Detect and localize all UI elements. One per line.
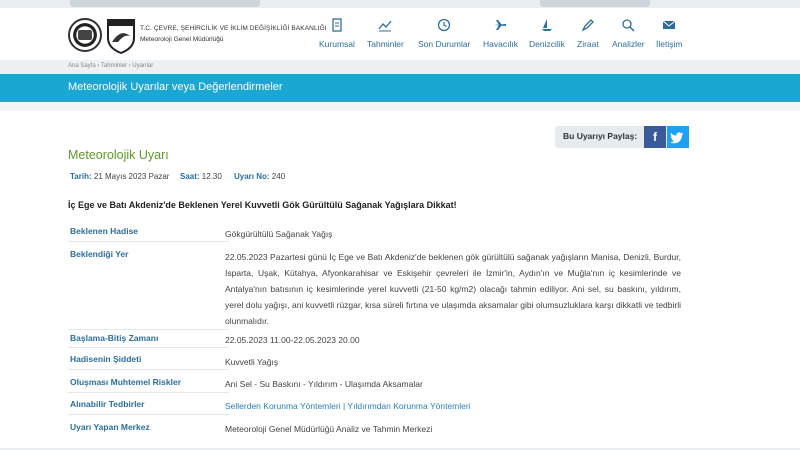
time-label: Saat: (180, 172, 200, 181)
row-separator (68, 414, 229, 415)
nav-label: İletişim (656, 39, 683, 49)
row-separator (68, 369, 229, 370)
link-separator: | (342, 401, 346, 411)
date-value: 21 Mayıs 2023 Pazar (93, 172, 170, 181)
number-meta (234, 172, 285, 181)
document-icon (330, 18, 344, 32)
row-label-merkez: Uyarı Yapan Merkez (70, 422, 150, 432)
row-separator (68, 329, 229, 330)
row-label-beklenen-hadise: Beklenen Hadise (70, 226, 139, 236)
ministry-emblem-icon[interactable] (68, 18, 102, 52)
nav-tahminler[interactable] (367, 18, 404, 49)
top-strip-segment (540, 0, 650, 7)
sailboat-icon (540, 18, 554, 32)
row-value-beklendigi-yer: 22.05.2023 Pazartesi günü İç Ege ve Batı Akdeniz'de beklenen gök gürültülü sağanak yağışların Manisa, Denizli, Burdur, Isparta, Uşak, Kütahya, Afyonkarahisar ve Eskişehir çevreleri ile İzmir'in, Aydın'ın ve Muğla'nın iç kesimlerinde ve Antalya'nın batısının iç kesimlerinde yerel kuvvetli (21-50 kg/m2) olacağı tahmin ediliyor. Ani sel, su baskını, yıldırım, yerel dolu yağışı, ani kuvvetli rüzgar, kısa süreli fırtına ve ulaşımda aksamalar gibi olumsuzluklara karşı dikkatli ve tedbirli olunmalıdır. (225, 252, 681, 326)
nav-label: Kurumsal (319, 39, 355, 49)
nav-label: Havacılık (483, 39, 518, 49)
envelope-icon (662, 18, 676, 32)
time-meta (180, 172, 222, 181)
nav-analizler[interactable] (612, 18, 645, 49)
nav-label: Ziraat (577, 39, 599, 49)
row-label-siddet: Hadisenin Şiddeti (70, 354, 142, 364)
row-value-siddet: Kuvvetli Yağış (225, 357, 279, 367)
top-strip (0, 0, 800, 8)
row-separator (68, 392, 229, 393)
title-bar (0, 74, 800, 102)
row-label-tedbirler: Alınabilir Tedbirler (70, 399, 145, 409)
clock-icon (437, 18, 451, 32)
pencil-leaf-icon (581, 18, 595, 32)
warning-heading: Meteorolojik Uyarı (68, 148, 169, 162)
divider-band (0, 102, 800, 111)
row-value-baslama-bitis: 22.05.2023 11.00-22.05.2023 20.00 (225, 335, 360, 345)
row-label-riskler: Oluşması Muhtemel Riskler (70, 377, 182, 387)
row-separator (68, 347, 229, 348)
trend-chart-icon (378, 18, 392, 32)
time-value: 12.30 (201, 172, 222, 181)
share-box (555, 126, 689, 148)
row-separator (68, 241, 229, 242)
analysis-icon (621, 18, 635, 32)
nav-label: Denizcilik (529, 39, 565, 49)
number-label: Uyarı No: (234, 172, 270, 181)
mgm-logo-icon[interactable] (106, 16, 136, 54)
row-label-beklendigi-yer: Beklendiği Yer (70, 249, 129, 259)
nav-label: Son Durumlar (418, 39, 471, 49)
nav-label: Analizler (612, 39, 645, 49)
nav-son-durumlar[interactable] (418, 18, 470, 49)
facebook-share-button[interactable]: f (644, 126, 666, 148)
warning-headline: İç Ege ve Batı Akdeniz'de Beklenen Yerel Kuvvetli Gök Gürültülü Sağanak Yağışlara Dikkat! (68, 200, 457, 210)
nav-ziraat[interactable] (577, 18, 599, 49)
nav-iletisim[interactable] (656, 18, 682, 49)
share-label: Bu Uyarıyı Paylaş: (563, 131, 638, 141)
row-value-tedbirler (225, 401, 471, 411)
row-value-merkez: Meteoroloji Genel Müdürlüğü Analiz ve Tahmin Merkezi (225, 424, 433, 434)
site-header (0, 8, 800, 60)
breadcrumb-bar (0, 60, 800, 74)
nav-havacilik[interactable] (483, 18, 518, 49)
agency-name: Meteoroloji Genel Müdürlüğü (140, 36, 224, 43)
twitter-icon (667, 126, 689, 148)
page-title: Meteorolojik Uyarılar veya Değerlendirmeler (68, 81, 283, 93)
ministry-name: T.C. ÇEVRE, ŞEHİRCİLİK VE İKLİM DEĞİŞİKLİĞİ BAKANLIĞI (140, 25, 327, 32)
row-value-beklenen-hadise: Gökgürültülü Sağanak Yağış (225, 229, 333, 239)
airplane-icon (493, 18, 507, 32)
number-value: 240 (271, 172, 286, 181)
row-label-baslama-bitis: Başlama-Bitiş Zamanı (70, 333, 159, 343)
date-label: Tarih: (70, 172, 92, 181)
date-meta (70, 172, 169, 181)
breadcrumb[interactable]: Ana Sayfa › Tahminler › Uyarılar (68, 63, 154, 69)
nav-label: Tahminler (367, 39, 404, 49)
lightning-protection-link[interactable]: Yıldırımdan Korunma Yöntemleri (347, 401, 471, 411)
row-value-riskler: Ani Sel - Su Baskını - Yıldırım - Ulaşımda Aksamalar (225, 379, 423, 389)
nav-kurumsal[interactable] (319, 18, 355, 49)
top-strip-segment (70, 0, 260, 7)
nav-denizcilik[interactable] (529, 18, 565, 49)
flood-protection-link[interactable]: Sellerden Korunma Yöntemleri (225, 401, 341, 411)
twitter-share-button[interactable] (667, 126, 689, 148)
